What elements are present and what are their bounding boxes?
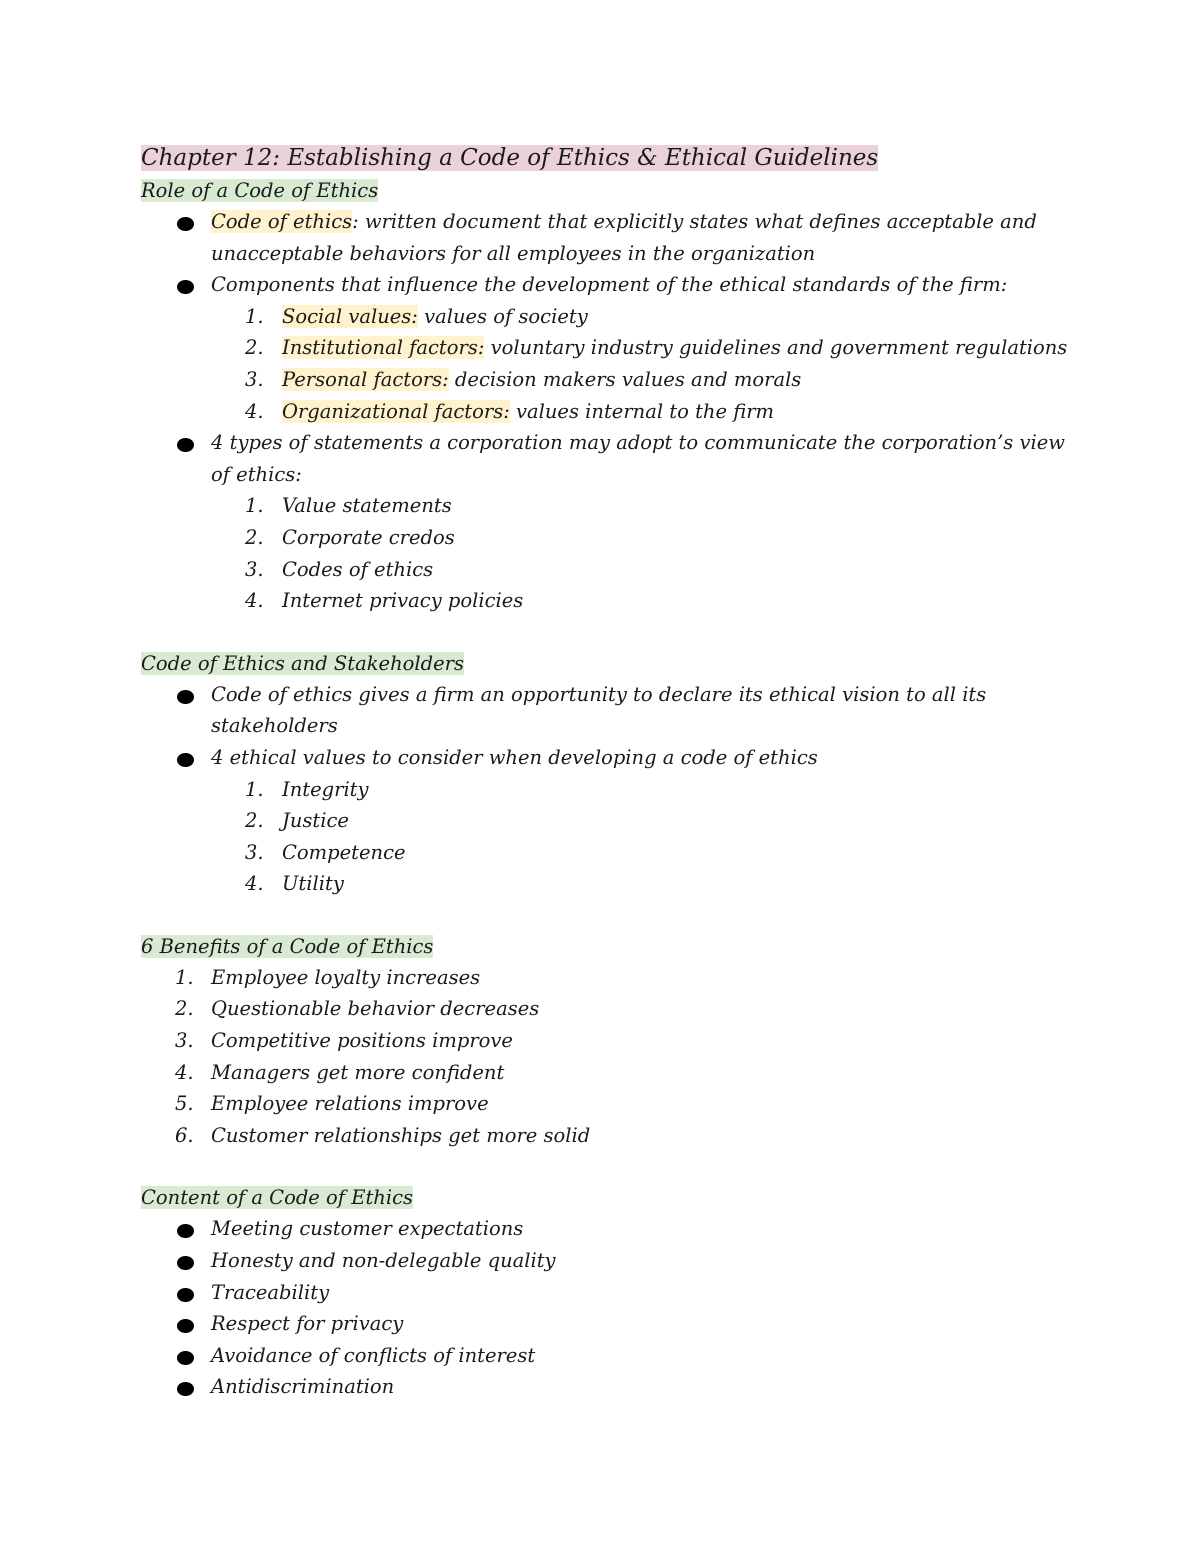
list-item-text: Traceability — [211, 1280, 330, 1304]
bullet-icon — [177, 438, 194, 452]
list-item — [141, 585, 1071, 617]
list-number: 3. — [245, 557, 264, 581]
numbered-list — [141, 962, 1071, 1152]
list-number: 1. — [175, 965, 194, 989]
list-number: 2. — [245, 809, 264, 833]
list-item-text: Honesty and non-delegable quality — [211, 1249, 556, 1273]
list-item — [141, 742, 1071, 774]
list-number: 4. — [175, 1060, 194, 1084]
bullet-icon — [177, 1288, 194, 1302]
page-title — [141, 141, 1071, 175]
list-number: 5. — [175, 1092, 194, 1116]
list-number: 3. — [245, 367, 264, 391]
blank-line — [141, 900, 1071, 931]
list-number: 1. — [245, 777, 264, 801]
section-heading-text: 6 Benefits of a Code of Ethics — [141, 934, 434, 958]
list-item — [141, 396, 1071, 428]
list-item-text: Employee relations improve — [211, 1092, 489, 1116]
list-number: 2. — [245, 525, 264, 549]
list-item-text: values internal to the firm — [509, 399, 775, 423]
list-item-text: Utility — [282, 872, 344, 896]
list-item — [141, 774, 1071, 806]
list-item-text: Competence — [282, 840, 406, 864]
list-item — [141, 1213, 1071, 1245]
page-title-text: Chapter 12: Establishing a Code of Ethics & Ethical Guidelines — [141, 145, 879, 171]
list-item-text: Employee loyalty increases — [211, 965, 481, 989]
list-item — [141, 679, 1071, 742]
bullet-icon — [177, 753, 194, 767]
list-item — [141, 1120, 1071, 1152]
list-item-text: Antidiscrimination — [211, 1375, 395, 1399]
list-number: 4. — [245, 399, 264, 423]
bullet-list — [141, 206, 1071, 301]
list-item — [141, 1057, 1071, 1089]
list-item — [141, 269, 1071, 301]
list-item — [141, 1277, 1071, 1309]
section-heading — [141, 931, 1071, 962]
list-number: 1. — [245, 304, 264, 328]
list-item — [141, 805, 1071, 837]
list-item — [141, 1088, 1071, 1120]
list-item-text: : written document that explicitly states what defines acceptable and unacceptable behaviors for all employees in the organization — [211, 210, 1037, 265]
list-number: 6. — [175, 1123, 194, 1147]
list-item-text: Avoidance of conflicts of interest — [211, 1343, 536, 1367]
list-number: 1. — [245, 494, 264, 518]
section-content — [141, 1182, 1071, 1403]
list-item-text: Integrity — [282, 777, 369, 801]
list-item-text: Codes of ethics — [282, 557, 434, 581]
list-item — [141, 1025, 1071, 1057]
list-item-text: voluntary industry guidelines and government regulations — [484, 336, 1068, 360]
section-heading — [141, 648, 1071, 679]
blank-line — [141, 617, 1071, 648]
list-item-text: Value statements — [282, 494, 452, 518]
list-item-text: Meeting customer expectations — [211, 1217, 524, 1241]
bullet-icon — [177, 1224, 194, 1238]
list-item-text: 4 types of statements a corporation may adopt to communicate the corporation’s view of ethics: — [211, 431, 1066, 486]
list-item-text: Justice — [282, 809, 349, 833]
list-item — [141, 427, 1071, 490]
highlighted-term: Personal factors: — [282, 367, 449, 391]
list-item — [141, 1308, 1071, 1340]
list-item — [141, 332, 1071, 364]
list-number: 4. — [245, 872, 264, 896]
bullet-icon — [177, 1382, 194, 1396]
document-page — [141, 141, 1071, 1403]
list-item — [141, 993, 1071, 1025]
list-item — [141, 868, 1071, 900]
section-heading — [141, 175, 1071, 206]
bullet-icon — [177, 1256, 194, 1270]
list-item — [141, 1371, 1071, 1403]
section-stakeholders — [141, 648, 1071, 900]
list-item — [141, 837, 1071, 869]
list-number: 2. — [175, 997, 194, 1021]
list-item-text: decision makers values and morals — [448, 367, 802, 391]
section-heading-text: Code of Ethics and Stakeholders — [141, 651, 464, 675]
section-heading-text: Role of a Code of Ethics — [141, 179, 379, 202]
list-item-text: Corporate credos — [282, 525, 455, 549]
highlighted-term: Social values: — [282, 304, 418, 328]
section-benefits — [141, 931, 1071, 1152]
list-item-text: values of society — [417, 304, 588, 328]
bullet-icon — [177, 280, 194, 294]
numbered-list — [141, 301, 1071, 427]
list-item-text: Internet privacy policies — [282, 589, 524, 613]
list-item — [141, 364, 1071, 396]
list-item-text: Managers get more confident — [211, 1060, 505, 1084]
bullet-list — [141, 427, 1071, 490]
list-number: 3. — [245, 840, 264, 864]
list-number: 4. — [245, 589, 264, 613]
highlighted-term: Institutional factors: — [282, 336, 485, 360]
list-item-text: Customer relationships get more solid — [211, 1123, 591, 1147]
list-item — [141, 522, 1071, 554]
list-item-text: Components that influence the development of the ethical standards of the firm: — [211, 273, 1008, 297]
list-item-text: Code of ethics gives a firm an opportunity to declare its ethical vision to all its stakeholders — [211, 682, 987, 738]
bullet-icon — [177, 1319, 194, 1333]
highlighted-term: Code of ethics — [211, 210, 353, 233]
list-item-text: Competitive positions improve — [211, 1029, 513, 1053]
bullet-list — [141, 679, 1071, 774]
section-heading — [141, 1182, 1071, 1213]
section-heading-text: Content of a Code of Ethics — [141, 1186, 414, 1210]
section-role — [141, 175, 1071, 617]
list-item-text: Respect for privacy — [211, 1312, 404, 1336]
list-item — [141, 490, 1071, 522]
list-item — [141, 1340, 1071, 1372]
bullet-list — [141, 1213, 1071, 1403]
numbered-list — [141, 490, 1071, 616]
list-item-text: Questionable behavior decreases — [211, 997, 540, 1021]
list-item — [141, 962, 1071, 994]
list-item-text: 4 ethical values to consider when developing a code of ethics — [211, 745, 818, 769]
numbered-list — [141, 774, 1071, 900]
list-item — [141, 206, 1071, 269]
bullet-icon — [177, 217, 194, 231]
highlighted-term: Organizational factors: — [282, 399, 510, 423]
list-item — [141, 554, 1071, 586]
list-item — [141, 1245, 1071, 1277]
blank-line — [141, 1151, 1071, 1182]
list-number: 3. — [175, 1029, 194, 1053]
bullet-icon — [177, 1351, 194, 1365]
bullet-icon — [177, 690, 194, 704]
list-number: 2. — [245, 336, 264, 360]
list-item — [141, 301, 1071, 333]
